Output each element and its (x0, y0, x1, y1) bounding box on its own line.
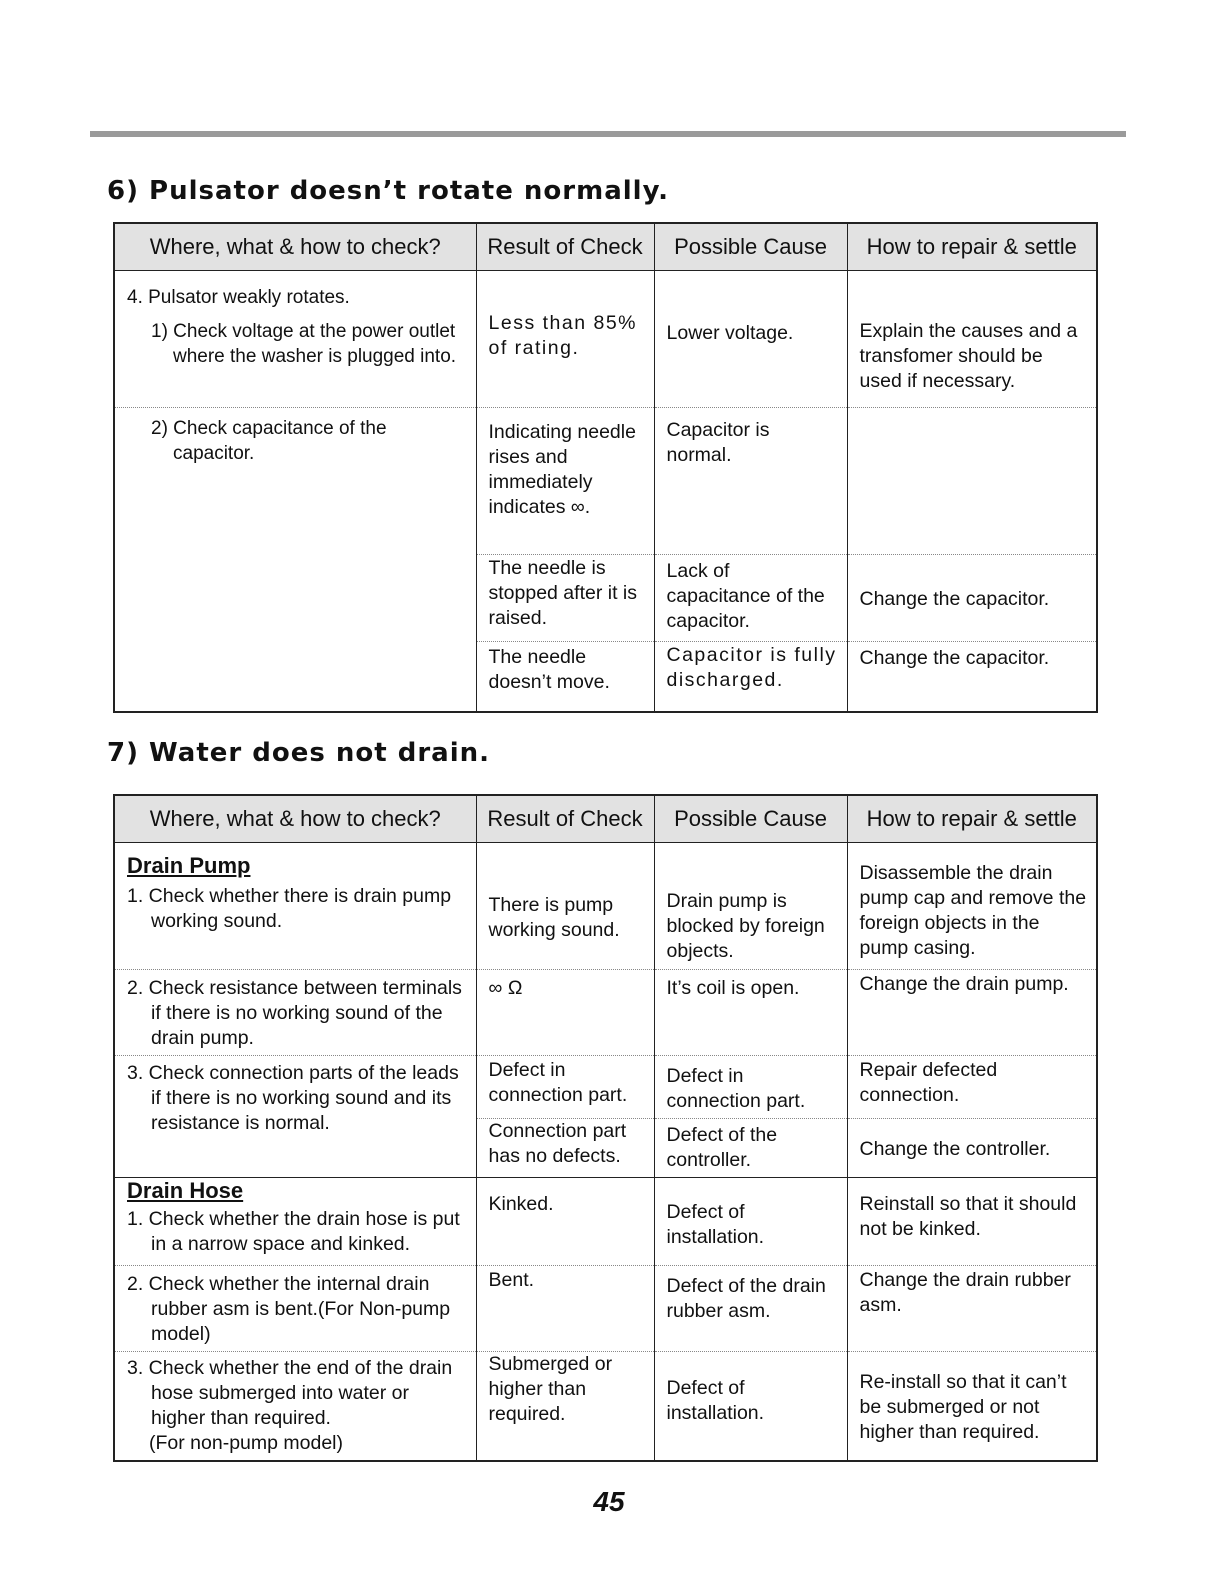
repair-cell (847, 408, 1097, 554)
repair-text: Change the capacitor. (859, 647, 1050, 670)
cause-text: Defect of the drain rubber asm. (666, 1275, 826, 1322)
table-row (114, 843, 1097, 970)
repair-text: Change the drain rubber asm. (859, 1269, 1071, 1316)
repair-text: Change the controller. (859, 1137, 1051, 1160)
cause-cell (654, 1178, 847, 1266)
result-cell (476, 1119, 654, 1178)
repair-text: Reinstall so that it should not be kinked. (859, 1193, 1077, 1240)
cause-text: Defect of installation. (666, 1201, 765, 1248)
result-text: The needle doesn’t move. (488, 646, 610, 694)
repair-text: Disassemble the drain pump cap and remove the foreign objects in the pump casing. (859, 862, 1087, 959)
drain-hose-heading: Drain Hose (127, 1178, 244, 1203)
repair-cell (847, 1352, 1097, 1462)
cause-cell (654, 408, 847, 554)
result-text: Indicating needle rises and immediately indicates ∞. (488, 421, 636, 519)
drain-table (113, 794, 1098, 1462)
check-cell (114, 1056, 476, 1178)
check-cell (114, 970, 476, 1056)
pump-check-3: 3. Check connection parts of the leads if there is no working sound and its resistance is normal. (127, 1062, 459, 1134)
table-row (114, 1178, 1097, 1266)
header-check: Where, what & how to check? (114, 795, 476, 843)
hose-check-1: 1. Check whether the drain hose is put in a narrow space and kinked. (127, 1208, 460, 1255)
table-header-row (114, 223, 1097, 271)
cause-cell (654, 642, 847, 712)
check-cell (114, 1266, 476, 1352)
header-cause: Possible Cause (654, 223, 847, 271)
result-text: Bent. (488, 1269, 535, 1291)
header-result: Result of Check (476, 223, 654, 271)
result-text: Kinked. (488, 1193, 554, 1215)
repair-cell (847, 970, 1097, 1056)
pump-check-1: 1. Check whether there is drain pump working sound. (127, 885, 452, 932)
cause-text: Lower voltage. (666, 322, 794, 344)
item-4: 4. Pulsator weakly rotates. (127, 287, 350, 308)
cause-text: Capacitor is fully discharged. (666, 644, 837, 692)
repair-text: Change the drain pump. (859, 973, 1069, 995)
result-cell (476, 271, 654, 408)
hose-check-2: 2. Check whether the internal drain rubber asm is bent.(For Non-pump model) (127, 1273, 451, 1345)
repair-cell (847, 1056, 1097, 1119)
top-rule (90, 131, 1126, 137)
header-check: Where, what & how to check? (114, 223, 476, 271)
repair-text: Explain the causes and a transfomer should be used if necessary. (859, 320, 1078, 392)
cause-text: It’s coil is open. (666, 977, 800, 999)
cause-text: Defect in connection part. (666, 1065, 806, 1112)
result-text: There is pump working sound. (488, 894, 620, 941)
table-row (114, 970, 1097, 1056)
hose-check-3: 3. Check whether the end of the drain hose submerged into water or higher than required. (127, 1357, 453, 1429)
section-7-title: 7) Water does not drain. (107, 738, 491, 768)
result-cell (476, 1056, 654, 1119)
table-row (114, 271, 1097, 408)
drain-pump-heading: Drain Pump (127, 853, 251, 878)
cause-text: Defect of installation. (666, 1377, 765, 1424)
cause-text: Capacitor is normal. (666, 419, 770, 467)
repair-text: Change the capacitor. (859, 587, 1050, 610)
repair-text: Repair defected connection. (859, 1059, 998, 1106)
cause-cell (654, 1266, 847, 1352)
result-cell (476, 1352, 654, 1462)
table-row (114, 408, 1097, 554)
result-cell (476, 843, 654, 970)
table-row (114, 1352, 1097, 1462)
check-cell (114, 1352, 476, 1462)
repair-cell (847, 843, 1097, 970)
result-cell (476, 408, 654, 554)
hose-check-3-note: (For non-pump model) (149, 1432, 343, 1454)
cause-cell (654, 970, 847, 1056)
cause-text: Drain pump is blocked by foreign objects. (666, 890, 825, 962)
header-repair: How to repair & settle (847, 223, 1097, 271)
pump-check-2: 2. Check resistance between terminals if there is no working sound of the drain pump. (127, 977, 462, 1049)
header-repair: How to repair & settle (847, 795, 1097, 843)
result-text: Submerged or higher than required. (488, 1353, 613, 1425)
check-cell (114, 1178, 476, 1266)
repair-cell (847, 1178, 1097, 1266)
repair-cell (847, 554, 1097, 641)
repair-cell (847, 1119, 1097, 1178)
repair-text: Re-install so that it can’t be submerged or not higher than required. (859, 1371, 1067, 1443)
result-cell (476, 642, 654, 712)
repair-cell (847, 1266, 1097, 1352)
header-result: Result of Check (476, 795, 654, 843)
check-1: 1) Check voltage at the power outlet where the washer is plugged into. (151, 321, 457, 367)
cause-cell (654, 554, 847, 641)
repair-cell (847, 642, 1097, 712)
check-cell (114, 843, 476, 970)
cause-cell (654, 1352, 847, 1462)
check-cell (114, 408, 476, 712)
pulsator-table (113, 222, 1098, 713)
result-cell (476, 1178, 654, 1266)
cause-cell (654, 1119, 847, 1178)
result-text: Connection part has no defects. (488, 1120, 627, 1167)
cause-text: Lack of capacitance of the capacitor. (666, 559, 825, 632)
result-cell (476, 1266, 654, 1352)
result-cell (476, 970, 654, 1056)
result-text: Defect in connection part. (488, 1059, 628, 1106)
section-6-title: 6) Pulsator doesn’t rotate normally. (107, 176, 670, 206)
table-row (114, 1266, 1097, 1352)
cause-cell (654, 1056, 847, 1119)
page-number: 45 (593, 1486, 625, 1517)
table-header-row (114, 795, 1097, 843)
cause-text: Defect of the controller. (666, 1124, 778, 1171)
result-cell (476, 554, 654, 641)
check-2: 2) Check capacitance of the capacitor. (151, 418, 387, 465)
result-text: Less than 85% of rating. (488, 312, 638, 359)
result-text: The needle is stopped after it is raised. (488, 556, 637, 629)
cause-cell (654, 843, 847, 970)
cause-cell (654, 271, 847, 408)
repair-cell (847, 271, 1097, 408)
header-cause: Possible Cause (654, 795, 847, 843)
table-row (114, 1056, 1097, 1119)
check-cell (114, 271, 476, 408)
result-text: ∞ Ω (488, 977, 523, 999)
